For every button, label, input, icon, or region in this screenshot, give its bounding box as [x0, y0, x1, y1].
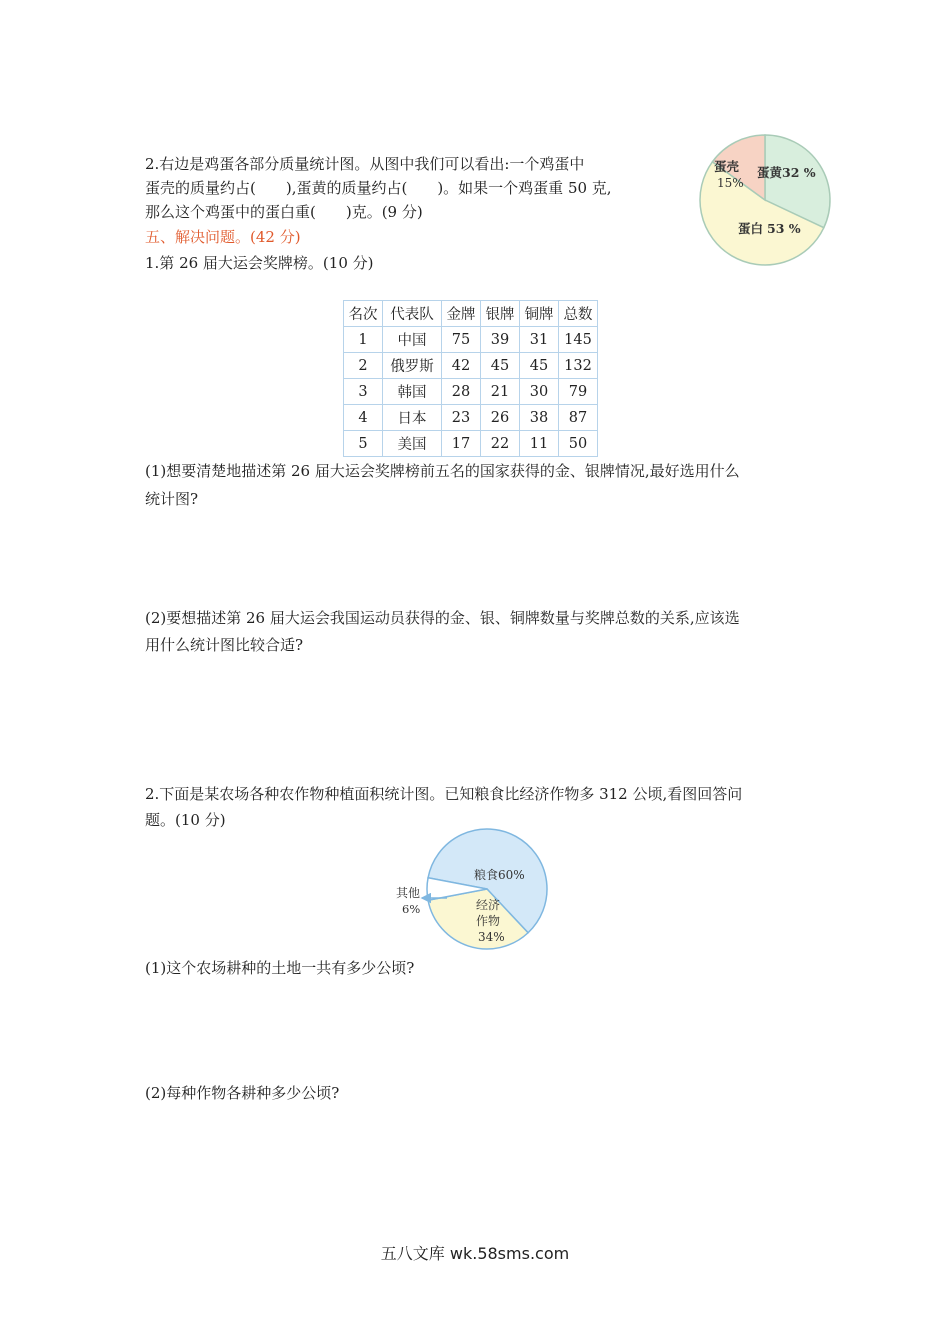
cell-total: 50: [559, 431, 598, 457]
cell-silver: 45: [481, 353, 520, 379]
farm-grain-label: 粮食60%: [474, 868, 525, 882]
cell-total: 145: [559, 327, 598, 353]
cell-rank: 1: [344, 327, 383, 353]
cell-team: 中国: [383, 327, 442, 353]
cell-total: 132: [559, 353, 598, 379]
cell-gold: 17: [442, 431, 481, 457]
egg-white-label: 蛋白 53 %: [738, 221, 801, 236]
table-row: [344, 431, 598, 457]
table-row: [344, 327, 598, 353]
cell-rank: 5: [344, 431, 383, 457]
medals-sub-question-2-line-1: (2)要想描述第 26 届大运会我国运动员获得的金、银、铜牌数量与奖牌总数的关系,应该选: [145, 609, 740, 627]
medals-table: [343, 300, 598, 457]
egg-shell-label: 蛋壳: [714, 159, 740, 174]
cell-bronze: 11: [520, 431, 559, 457]
header-total: 总数: [559, 301, 598, 327]
farm-sub-question-1: (1)这个农场耕种的土地一共有多少公顷?: [145, 959, 415, 977]
cell-team: 日本: [383, 405, 442, 431]
cell-rank: 4: [344, 405, 383, 431]
farm-other-label: 其他: [396, 886, 421, 900]
cell-bronze: 31: [520, 327, 559, 353]
cell-rank: 3: [344, 379, 383, 405]
header-rank: 名次: [344, 301, 383, 327]
farm-cash-value: 34%: [478, 930, 505, 944]
egg-question-line-2: 蛋壳的质量约占( ),蛋黄的质量约占( )。如果一个鸡蛋重 50 克,: [145, 179, 612, 197]
table-row: [344, 353, 598, 379]
egg-shell-value: 15%: [717, 176, 744, 190]
medals-sub-question-2-line-2: 用什么统计图比较合适?: [145, 636, 304, 654]
medals-sub-question-1-line-2: 统计图?: [145, 490, 199, 508]
cell-gold: 28: [442, 379, 481, 405]
farm-cash-label-line-2: 作物: [476, 914, 501, 928]
header-silver: 银牌: [481, 301, 520, 327]
cell-bronze: 38: [520, 405, 559, 431]
cell-total: 87: [559, 405, 598, 431]
egg-question-line-3: 那么这个鸡蛋中的蛋白重( )克。(9 分): [145, 203, 423, 221]
table-row: [344, 379, 598, 405]
medals-table-header-row: [344, 301, 598, 327]
egg-question-line-1: 2.右边是鸡蛋各部分质量统计图。从图中我们可以看出:一个鸡蛋中: [145, 155, 585, 173]
cell-silver: 39: [481, 327, 520, 353]
medals-question-title: 1.第 26 届大运会奖牌榜。(10 分): [145, 254, 374, 272]
cell-silver: 22: [481, 431, 520, 457]
cell-gold: 23: [442, 405, 481, 431]
cell-bronze: 30: [520, 379, 559, 405]
cell-silver: 21: [481, 379, 520, 405]
footer-watermark: 五八文库 wk.58sms.com: [380, 1244, 570, 1263]
cell-team: 美国: [383, 431, 442, 457]
cell-team: 韩国: [383, 379, 442, 405]
farm-pie-chart: [385, 825, 555, 955]
cell-silver: 26: [481, 405, 520, 431]
cell-gold: 42: [442, 353, 481, 379]
medals-sub-question-1-line-1: (1)想要清楚地描述第 26 届大运会奖牌榜前五名的国家获得的金、银牌情况,最好选用什么: [145, 462, 740, 480]
cell-total: 79: [559, 379, 598, 405]
header-team: 代表队: [383, 301, 442, 327]
cell-gold: 75: [442, 327, 481, 353]
farm-sub-question-2: (2)每种作物各耕种多少公顷?: [145, 1084, 340, 1102]
header-gold: 金牌: [442, 301, 481, 327]
farm-question-line-2: 题。(10 分): [145, 811, 226, 829]
cell-rank: 2: [344, 353, 383, 379]
section-5-heading: 五、解决问题。(42 分): [145, 228, 301, 246]
cell-bronze: 45: [520, 353, 559, 379]
table-row: [344, 405, 598, 431]
farm-other-value: 6%: [402, 902, 421, 916]
egg-pie-chart: [695, 130, 835, 270]
egg-yolk-label: 蛋黄32 %: [757, 165, 816, 180]
header-bronze: 铜牌: [520, 301, 559, 327]
farm-cash-label-line-1: 经济: [476, 898, 501, 912]
farm-question-line-1: 2.下面是某农场各种农作物种植面积统计图。已知粮食比经济作物多 312 公顷,看图回答问: [145, 785, 743, 803]
cell-team: 俄罗斯: [383, 353, 442, 379]
